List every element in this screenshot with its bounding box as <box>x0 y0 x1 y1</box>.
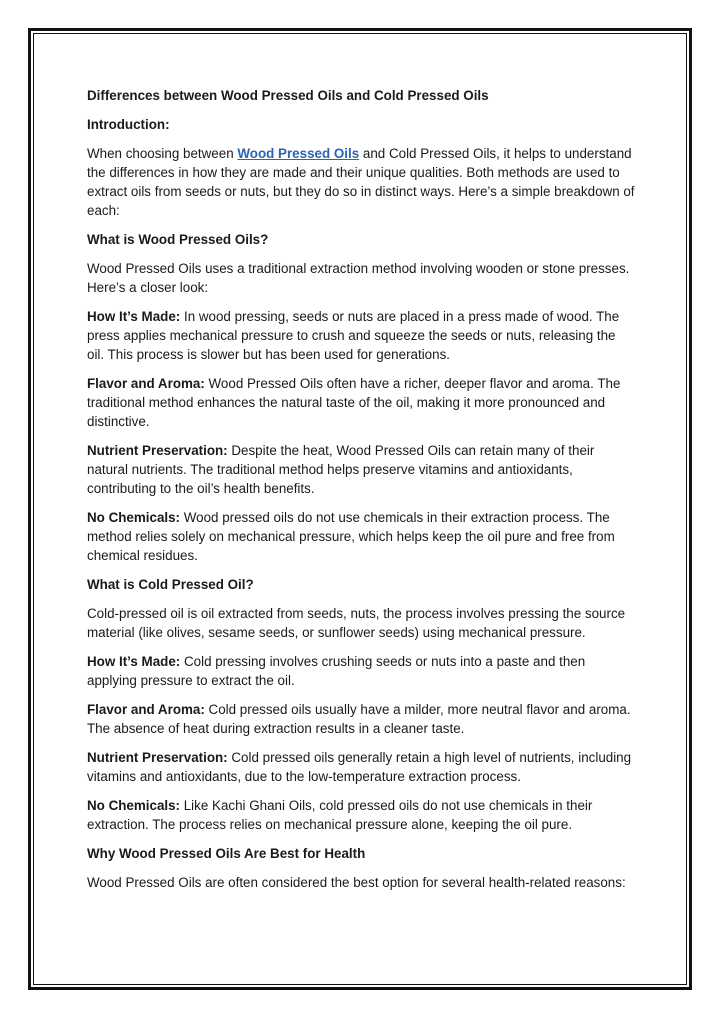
cold-item-text: Cold pressed oils usually have a milder, more neutral flavor and aroma. The absence of heat during extraction results in a cleaner taste. <box>87 702 631 736</box>
cold-item-no-chemicals <box>87 796 635 834</box>
cold-item-text: Cold pressing involves crushing seeds or nuts into a paste and then applying pressure to extract the oil. <box>87 654 586 688</box>
wood-section-heading: What is Wood Pressed Oils? <box>87 232 269 247</box>
cold-section-heading: What is Cold Pressed Oil? <box>87 577 254 592</box>
cold-item-label: No Chemicals: <box>87 798 181 813</box>
intro-heading: Introduction: <box>87 117 170 132</box>
cold-item-label: Nutrient Preservation: <box>87 750 228 765</box>
wood-item-no-chemicals <box>87 508 635 565</box>
wood-item-nutrients <box>87 441 635 498</box>
health-section-heading: Why Wood Pressed Oils Are Best for Health <box>87 846 366 861</box>
wood-section-intro: Wood Pressed Oils uses a traditional extraction method involving wooden or stone presses. Here’s a closer look: <box>87 261 630 295</box>
wood-item-label: No Chemicals: <box>87 510 181 525</box>
cold-item-text: Cold pressed oils generally retain a high level of nutrients, including vitamins and antioxidants, due to the low-temperature extraction process. <box>87 750 632 784</box>
wood-item-flavor <box>87 374 635 431</box>
cold-item-text: Like Kachi Ghani Oils, cold pressed oils do not use chemicals in their extraction. The process relies on mechanical pressure alone, keeping the oil pure. <box>87 798 593 832</box>
wood-item-text: Wood pressed oils do not use chemicals in their extraction process. The method relies solely on mechanical pressure, which helps keep the oil pure and free from chemical residues. <box>87 510 615 563</box>
intro-text-after-link: and Cold Pressed Oils, it helps to understand the differences in how they are made and their unique qualities. Both methods are used to extract oils from seeds or nuts, but they do so in distinct ways. Here’s a simple breakdown of each: <box>87 146 635 218</box>
wood-item-text: Wood Pressed Oils often have a richer, deeper flavor and aroma. The traditional method enhances the natural taste of the oil, making it more pronounced and distinctive. <box>87 376 621 429</box>
cold-item-label: Flavor and Aroma: <box>87 702 205 717</box>
wood-pressed-oils-link[interactable]: Wood Pressed Oils <box>237 146 360 161</box>
wood-item-text: Despite the heat, Wood Pressed Oils can retain many of their natural nutrients. The traditional method helps preserve vitamins and antioxidants, contributing to the oil’s health benefits. <box>87 443 595 496</box>
cold-item-nutrients <box>87 748 635 786</box>
health-section-intro: Wood Pressed Oils are often considered the best option for several health-related reasons: <box>87 875 626 890</box>
wood-item-label: Nutrient Preservation: <box>87 443 228 458</box>
cold-item-flavor <box>87 700 635 738</box>
intro-paragraph <box>87 144 635 220</box>
document-body <box>87 86 635 902</box>
document-title: Differences between Wood Pressed Oils and Cold Pressed Oils <box>87 88 489 103</box>
wood-item-how-made <box>87 307 635 364</box>
wood-item-label: How It’s Made: <box>87 309 181 324</box>
cold-item-label: How It’s Made: <box>87 654 181 669</box>
cold-section-intro: Cold-pressed oil is oil extracted from seeds, nuts, the process involves pressing the source material (like olives, sesame seeds, or sunflower seeds) using mechanical pressure. <box>87 606 626 640</box>
cold-item-how-made <box>87 652 635 690</box>
wood-item-text: In wood pressing, seeds or nuts are placed in a press made of wood. The press applies mechanical pressure to crush and squeeze the seeds or nuts, releasing the oil. This process is slower but has been used for generations. <box>87 309 620 362</box>
wood-item-label: Flavor and Aroma: <box>87 376 205 391</box>
intro-text-before-link: When choosing between <box>87 146 238 161</box>
